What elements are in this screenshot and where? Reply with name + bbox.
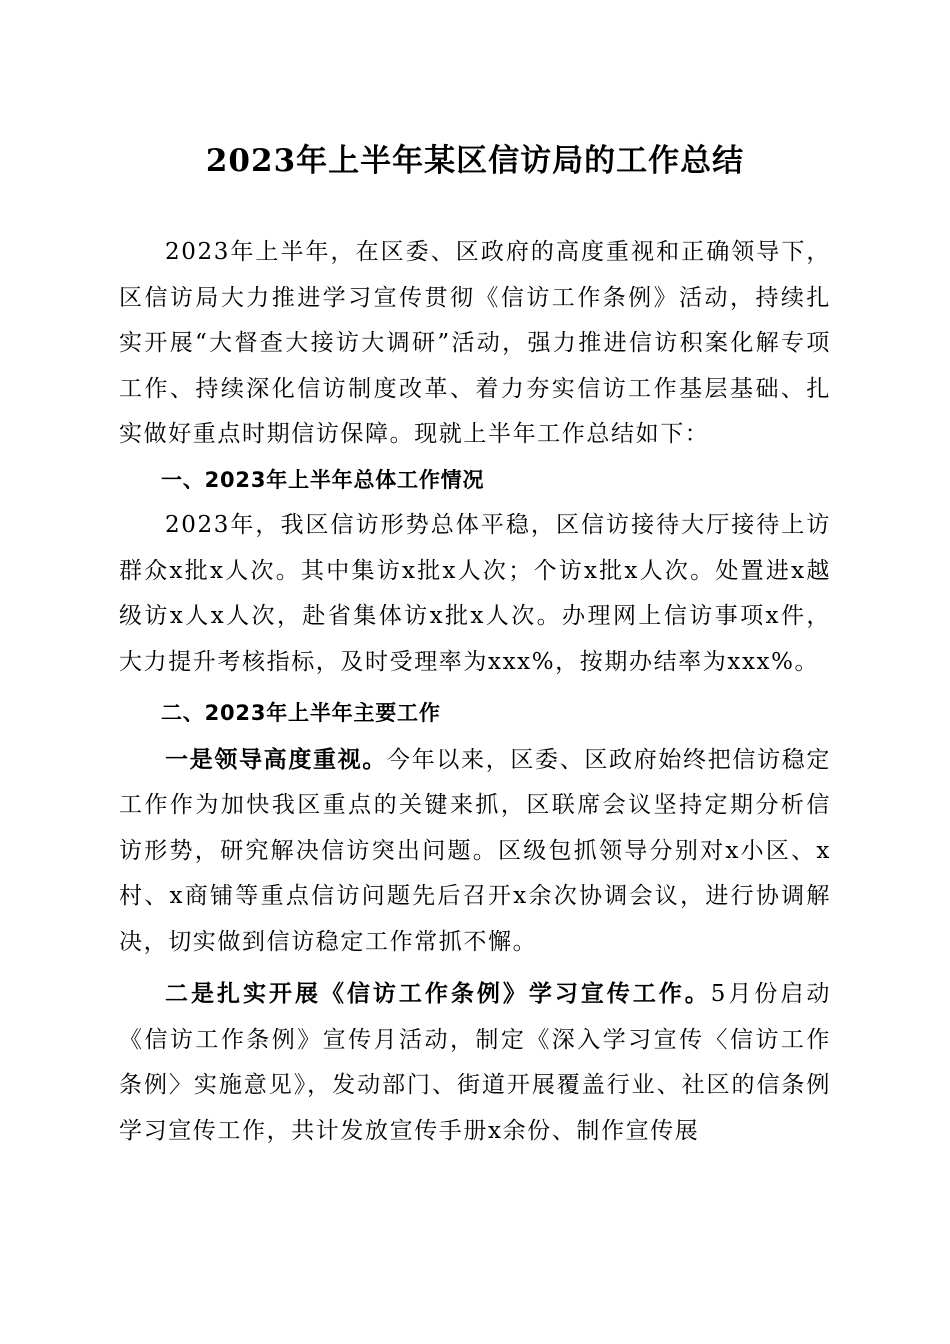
section-1-heading: 一、2023年上半年总体工作情况 — [161, 467, 485, 492]
document-title: 2023年上半年某区信访局的工作总结 — [205, 143, 745, 179]
item-2-text: 5月份启动《信访工作条例》宣传月活动，制定《深入学习宣传〈信访工作条例〉实施意见》，发动部门、街道开展覆盖行业、社区的信条例学习宣传工作，共计发放宣传手册x余份、制作宣传展 — [119, 981, 831, 1144]
item-2-lead: 二是扎实开展《信访工作条例》学习宣传工作。 — [165, 980, 711, 1007]
section-2-item-2-paragraph — [119, 971, 831, 1154]
item-1-lead: 一是领导高度重视。 — [165, 745, 388, 773]
item-1-text: 今年以来，区委、区政府始终把信访稳定工作作为加快我区重点的关键来抓，区联席会议坚持定期分析信访形势，研究解决信访突出问题。区级包抓领导分别对x小区、x村、x商铺等重点信访问题先后召开x余次协调会议，进行协调解决，切实做到信访稳定工作常抓不懈。 — [119, 746, 831, 955]
section-2-heading: 二、2023年上半年主要工作 — [161, 701, 441, 725]
section-1-paragraph: 2023年，我区信访形势总体平稳，区信访接待大厅接待上访群众x批x人次。其中集访x批x人次；个访x批x人次。处置进x越级访x人x人次，赴省集体访x批x人次。办理网上信访事项x件，大力提升考核指标，及时受理率为xxx%，按期办结率为xxx%。 — [119, 512, 831, 675]
intro-paragraph: 2023年上半年，在区委、区政府的高度重视和正确领导下，区信访局大力推进学习宣传贯彻《信访工作条例》活动，持续扎实开展“大督查大接访大调研”活动，强力推进信访积案化解专项工作、持续深化信访制度改革、着力夯实信访工作基层基础、扎实做好重点时期信访保障。现就上半年工作总结如下： — [119, 239, 831, 447]
document-body — [119, 230, 831, 1154]
section-2-item-1-paragraph — [119, 737, 831, 966]
